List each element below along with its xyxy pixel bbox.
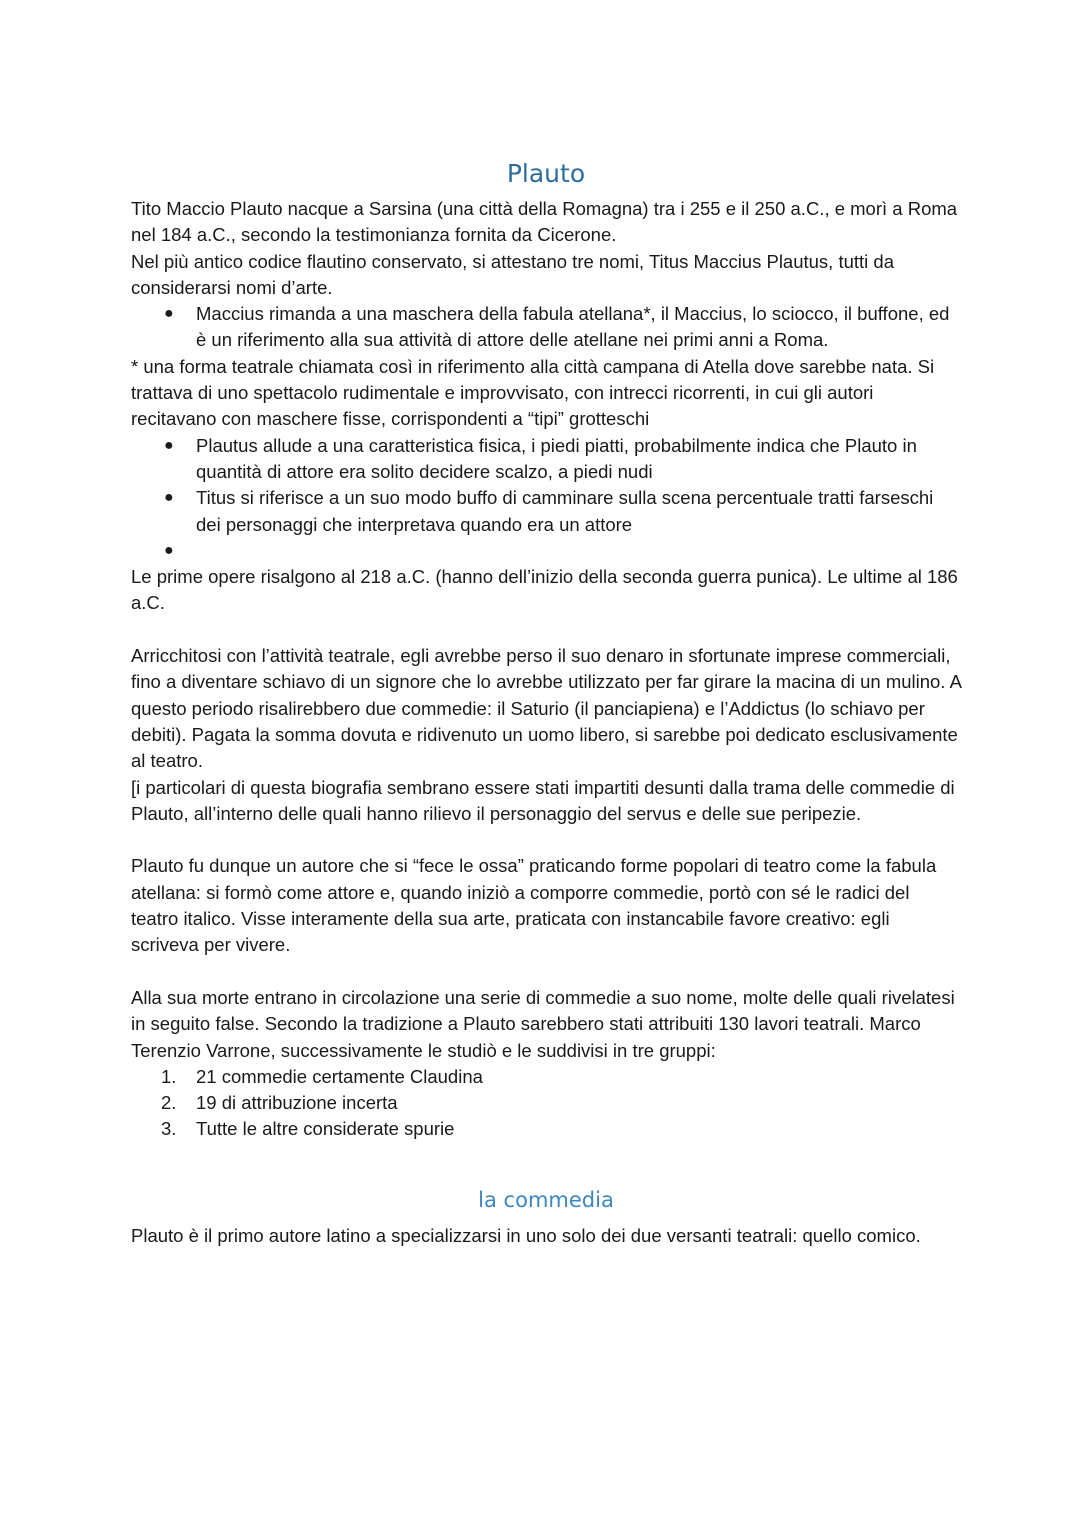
section-heading: la commedia <box>478 1187 614 1212</box>
paragraph-birth: Tito Maccio Plauto nacque a Sarsina (una città della Romagna) tra i 255 e il 250 a.C., e morì a Roma nel 184 a.C., secondo la testimonianza fornita da Cicerone. <box>131 198 958 246</box>
numbered-list-groups <box>131 1064 961 1143</box>
list-item-text: Tutte le altre considerate spurie <box>196 1118 455 1140</box>
list-item <box>131 1116 961 1142</box>
list-item-text: Titus si riferisce a un suo modo buffo di camminare sulla scena percentuale tratti farseschi dei personaggi che interpretava quando era un attore <box>196 487 934 535</box>
spacer <box>131 617 961 643</box>
list-number: 3. <box>161 1118 177 1140</box>
footnote-atellana: * una forma teatrale chiamata così in riferimento alla città campana di Atella dove sarebbe nata. Si trattava di uno spettacolo rudimentale e improvvisato, con intrecci ricorrenti, in cui gli autori recitavano con maschere fisse, corrispondenti a “tipi” grotteschi <box>131 355 935 430</box>
bullet-icon: ● <box>164 436 174 454</box>
bullet-icon: ● <box>164 541 174 559</box>
page-title: Plauto <box>506 159 586 188</box>
paragraph-comedy: Plauto è il primo autore latino a specializzarsi in uno solo dei due versanti teatrali: quello comico. <box>131 1224 921 1246</box>
list-item-text: Plautus allude a una caratteristica fisica, i piedi piatti, probabilmente indica che Plauto in quantità di attore era solito decidere scalzo, a piedi nudi <box>196 434 917 482</box>
spacer <box>131 1143 961 1185</box>
list-item-empty <box>131 538 961 564</box>
paragraph-biography-note: [i particolari di questa biografia sembrano essere stati impartiti desunti dalla trama delle commedie di Plauto, all’interno delle quali hanno rilievo il personaggio del servus e delle sue peripezie. <box>131 776 955 824</box>
bullet-list-names <box>131 433 961 564</box>
spacer <box>131 959 961 985</box>
paragraph-names: Nel più antico codice flautino conservato, si attestano tre nomi, Titus Maccius Plautus, tutti da considerarsi nomi d’arte. <box>131 250 894 298</box>
list-item <box>131 1090 961 1116</box>
list-number: 2. <box>161 1092 177 1114</box>
bullet-list-maccius <box>131 301 961 354</box>
paragraph-enrichment: Arricchitosi con l’attività teatrale, egli avrebbe perso il suo denaro in sfortunate imprese commerciali, fino a diventare schiavo di un signore che lo avrebbe utilizzato per far girare la macina di un mulino. A questo periodo risalirebbero due commedie: il Saturio (il panciapiena) e l’Addictus (lo schiavo per debiti). Pagata la somma dovuta e ridivenuto un uomo libero, si sarebbe poi dedicato esclusivamente al teatro. <box>131 645 961 772</box>
list-number: 1. <box>161 1065 177 1087</box>
spacer <box>131 827 961 853</box>
paragraph-author: Plauto fu dunque un autore che si “fece le ossa” praticando forme popolari di teatro come la fabula atellana: si formò come attore e, quando iniziò a comporre commedie, portò con sé le radici del teatro italico. Visse interamente della sua arte, praticata con instancabile favore creativo: egli scriveva per vivere. <box>131 855 937 956</box>
list-item-text: 21 commedie certamente Claudina <box>196 1065 483 1087</box>
list-item <box>131 433 961 486</box>
bullet-icon: ● <box>164 305 174 323</box>
bullet-icon: ● <box>164 489 174 507</box>
list-item-text: Maccius rimanda a una maschera della fabula atellana*, il Maccius, lo sciocco, il buffone, ed è un riferimento alla sua attività di attore delle atellane nei primi anni a Roma. <box>196 303 950 351</box>
list-item <box>131 1064 961 1090</box>
paragraph-death: Alla sua morte entrano in circolazione una serie di commedie a suo nome, molte delle quali rivelatesi in seguito false. Secondo la tradizione a Plauto sarebbero stati attribuiti 130 lavori teatrali. Marco Terenzio Varrone, successivamente le studiò e le suddivisi in tre gruppi: <box>131 986 955 1061</box>
list-item <box>131 485 961 538</box>
list-item-text: 19 di attribuzione incerta <box>196 1092 398 1114</box>
list-item <box>131 301 961 354</box>
document-page <box>131 157 961 1249</box>
paragraph-first-works: Le prime opere risalgono al 218 a.C. (hanno dell’inizio della seconda guerra punica). Le ultime al 186 a.C. <box>131 566 958 614</box>
